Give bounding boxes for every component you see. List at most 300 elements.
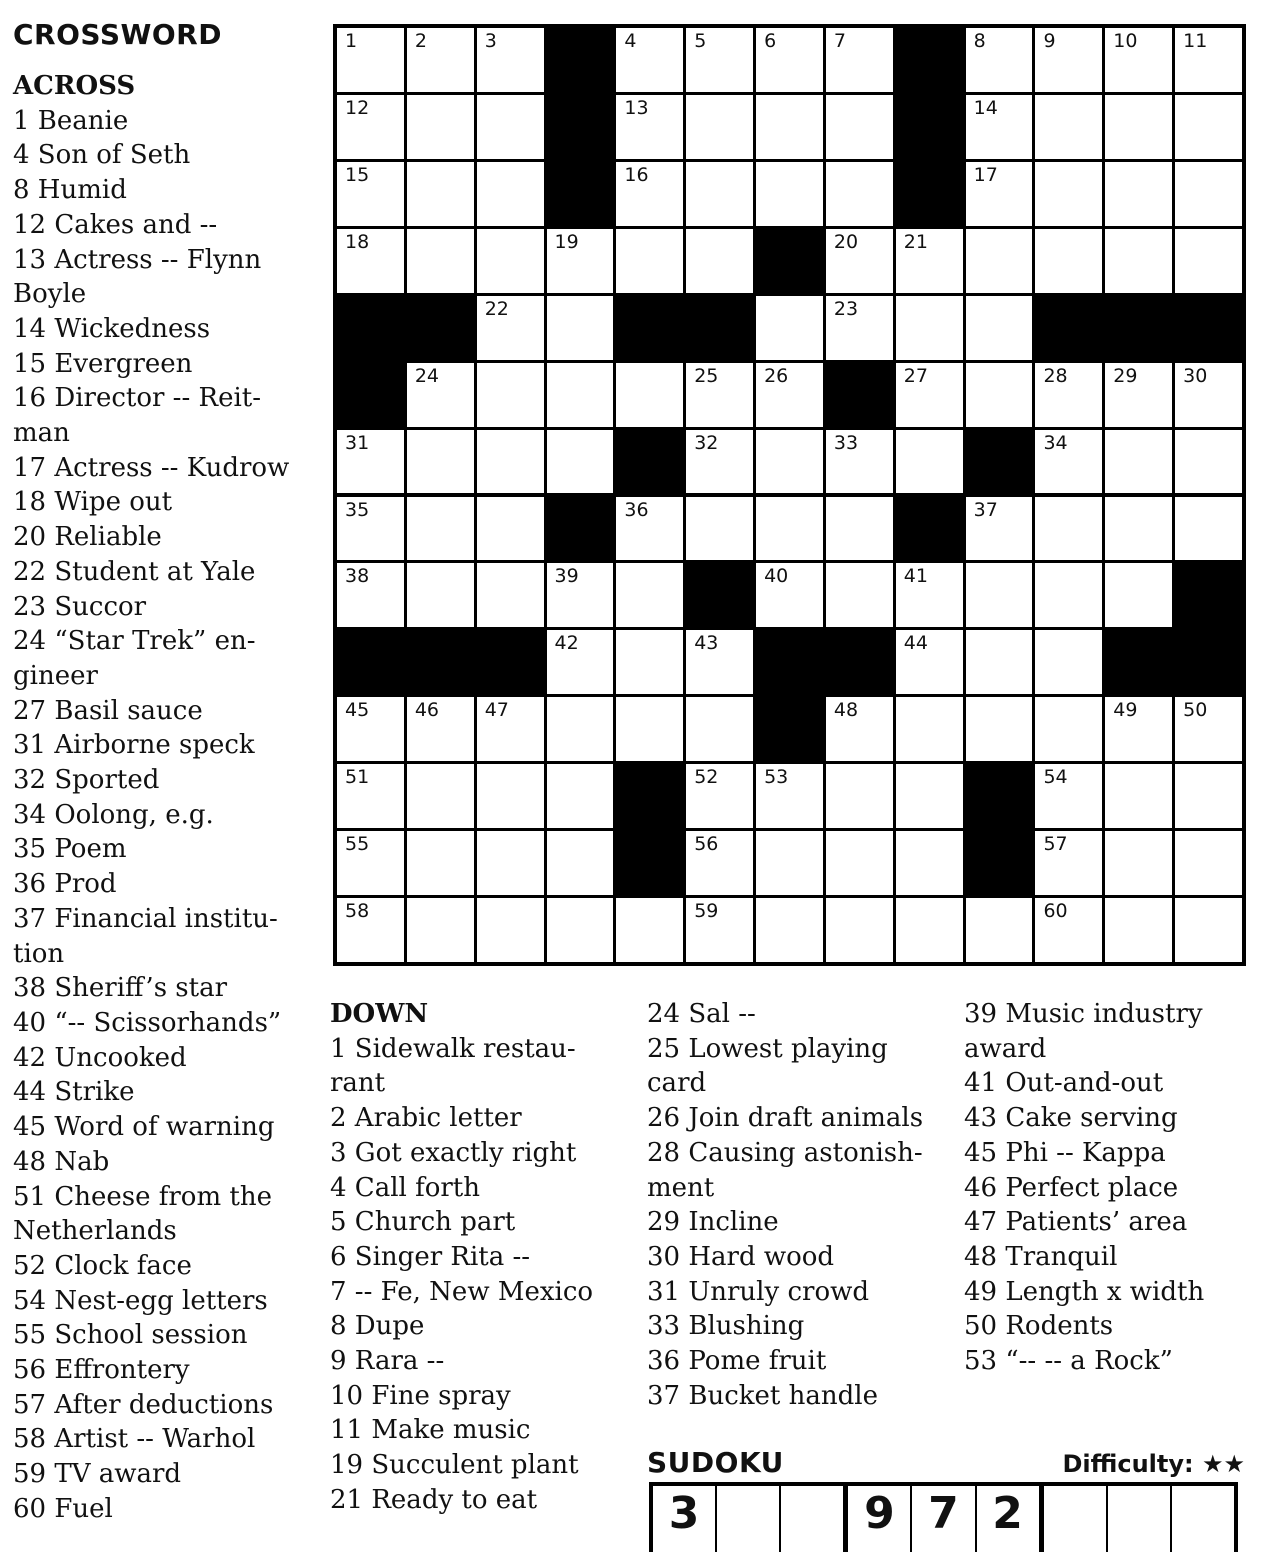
down-clue-list-1 xyxy=(330,1032,630,1518)
clue-number: 30 xyxy=(1183,364,1208,387)
clue-number: 12 xyxy=(345,96,370,119)
clue-line: award xyxy=(964,1033,1047,1064)
clue-number: 36 xyxy=(624,498,649,521)
clue-number: 13 xyxy=(624,96,649,119)
clue-line: 39 Music industry xyxy=(964,999,1203,1029)
grid-cell[interactable] xyxy=(407,363,474,427)
sudoku-cell[interactable] xyxy=(1172,1486,1234,1552)
clue-line: 8 Humid xyxy=(13,175,127,206)
grid-cell[interactable] xyxy=(686,497,753,561)
grid-cell[interactable] xyxy=(1175,697,1242,761)
grid-cell[interactable] xyxy=(1105,162,1172,226)
clue-line: 30 Hard wood xyxy=(647,1241,835,1272)
grid-cell[interactable] xyxy=(756,296,823,360)
grid-cell[interactable] xyxy=(826,563,893,627)
clue-number: 38 xyxy=(345,565,370,588)
clue-line: 56 Effrontery xyxy=(13,1355,190,1386)
clue-line: 24 Sal -- xyxy=(647,999,756,1029)
grid-cell[interactable] xyxy=(826,296,893,360)
grid-cell[interactable] xyxy=(966,162,1033,226)
sudoku-grid xyxy=(649,1482,1238,1552)
grid-cell[interactable] xyxy=(407,162,474,226)
grid-cell[interactable] xyxy=(1035,95,1102,159)
black-square xyxy=(407,296,477,363)
grid-cell[interactable] xyxy=(337,831,404,895)
grid-cell[interactable] xyxy=(1175,95,1242,159)
black-square xyxy=(896,28,966,95)
grid-cell[interactable] xyxy=(616,563,683,627)
clue-line: 48 Nab xyxy=(13,1146,110,1177)
clue-line: 38 Sheriff’s star xyxy=(13,973,228,1004)
sudoku-cell[interactable] xyxy=(1044,1486,1108,1552)
clue-line: rant xyxy=(330,1068,386,1099)
clue-line: 57 After deductions xyxy=(13,1389,274,1420)
black-square xyxy=(547,28,617,95)
clue-number: 44 xyxy=(903,632,928,655)
grid-cell[interactable] xyxy=(407,229,474,293)
grid-cell[interactable] xyxy=(1105,563,1172,627)
grid-cell[interactable] xyxy=(1035,363,1102,427)
black-square xyxy=(616,430,686,497)
clue-line: 46 Perfect place xyxy=(964,1172,1179,1203)
black-square xyxy=(547,95,617,162)
clue-line: 59 TV award xyxy=(13,1459,182,1490)
grid-cell[interactable] xyxy=(966,296,1033,360)
clue-line: 28 Causing astonish- xyxy=(647,1137,923,1168)
grid-cell[interactable] xyxy=(896,229,963,293)
black-square xyxy=(337,363,407,430)
grid-cell[interactable] xyxy=(896,563,963,627)
grid-cell[interactable] xyxy=(686,831,753,895)
grid-cell[interactable] xyxy=(547,898,614,962)
clue-number: 46 xyxy=(414,699,440,722)
down-clue-list-3 xyxy=(964,997,1264,1379)
grid-cell[interactable] xyxy=(896,363,963,427)
clue-line: 4 Call forth xyxy=(330,1172,480,1203)
clue-line: 37 Financial institu- xyxy=(13,903,278,934)
grid-cell[interactable] xyxy=(826,898,893,962)
grid-cell[interactable] xyxy=(896,831,963,895)
grid-cell[interactable] xyxy=(1035,497,1102,561)
clue-line: 14 Wickedness xyxy=(13,313,211,344)
grid-cell[interactable] xyxy=(1175,363,1242,427)
grid-cell[interactable] xyxy=(337,898,404,962)
black-square xyxy=(756,229,826,296)
clue-line: 11 Make music xyxy=(330,1415,531,1446)
clue-line: 41 Out-and-out xyxy=(964,1068,1164,1099)
grid-cell[interactable] xyxy=(756,764,823,828)
grid-cell[interactable] xyxy=(1035,630,1102,694)
grid-cell[interactable] xyxy=(547,764,614,828)
clue-number: 49 xyxy=(1113,699,1138,722)
grid-cell[interactable] xyxy=(1175,898,1242,962)
clue-line: 31 Airborne speck xyxy=(13,730,255,761)
grid-cell[interactable] xyxy=(407,563,474,627)
grid-cell[interactable] xyxy=(826,430,893,494)
clue-number: 60 xyxy=(1043,900,1068,923)
grid-cell[interactable] xyxy=(407,95,474,159)
clue-line: 25 Lowest playing xyxy=(647,1033,888,1064)
sudoku-cell[interactable] xyxy=(717,1486,781,1552)
clue-number: 2 xyxy=(414,30,427,52)
grid-cell[interactable] xyxy=(477,162,544,226)
clue-number: 51 xyxy=(345,766,370,789)
clue-line: 40 “-- Scissorhands” xyxy=(13,1007,282,1038)
clue-number: 4 xyxy=(624,30,637,52)
grid-cell[interactable] xyxy=(1105,95,1172,159)
grid-cell[interactable] xyxy=(477,95,544,159)
black-square xyxy=(966,764,1036,831)
clue-line: 3 Got exactly right xyxy=(330,1137,577,1168)
clue-number: 53 xyxy=(764,766,789,789)
grid-cell[interactable] xyxy=(686,28,753,92)
grid-cell[interactable] xyxy=(826,697,893,761)
grid-cell[interactable] xyxy=(1035,764,1102,828)
grid-cell[interactable] xyxy=(1105,28,1172,92)
clue-number: 47 xyxy=(484,699,509,722)
grid-cell[interactable] xyxy=(756,28,823,92)
crossword-grid xyxy=(333,24,1246,966)
across-clue-list xyxy=(13,104,313,1527)
grid-cell[interactable] xyxy=(826,95,893,159)
grid-cell[interactable] xyxy=(896,630,963,694)
difficulty-label: Difficulty: xyxy=(1062,1450,1194,1478)
clue-line: 21 Ready to eat xyxy=(330,1484,538,1515)
grid-cell[interactable] xyxy=(1175,764,1242,828)
clue-line: 13 Actress -- Flynn xyxy=(13,244,262,275)
grid-cell[interactable] xyxy=(896,764,963,828)
grid-cell[interactable] xyxy=(1105,229,1172,293)
clue-number: 21 xyxy=(903,230,928,253)
black-square xyxy=(686,296,756,363)
clue-line: Boyle xyxy=(13,279,87,310)
black-square xyxy=(1175,563,1245,630)
grid-cell[interactable] xyxy=(477,764,544,828)
black-square xyxy=(337,630,407,697)
clue-line: 53 “-- -- a Rock” xyxy=(964,1346,1173,1377)
grid-cell[interactable] xyxy=(966,898,1033,962)
grid-cell[interactable] xyxy=(1105,764,1172,828)
clue-line: 45 Word of warning xyxy=(13,1112,275,1143)
grid-cell[interactable] xyxy=(547,430,614,494)
sudoku-cell[interactable] xyxy=(1108,1486,1172,1552)
clue-number: 35 xyxy=(345,498,370,521)
clue-line: 54 Nest-egg letters xyxy=(13,1285,268,1316)
grid-cell[interactable] xyxy=(407,831,474,895)
grid-cell[interactable] xyxy=(1035,898,1102,962)
grid-cell[interactable] xyxy=(337,162,404,226)
grid-cell[interactable] xyxy=(337,563,404,627)
grid-cell[interactable] xyxy=(826,497,893,561)
clue-number: 9 xyxy=(1043,30,1056,52)
grid-cell[interactable] xyxy=(686,898,753,962)
clue-line: 37 Bucket handle xyxy=(647,1380,878,1411)
black-square xyxy=(407,630,477,697)
grid-cell[interactable] xyxy=(477,296,544,360)
grid-cell[interactable] xyxy=(966,697,1033,761)
clue-line: 44 Strike xyxy=(13,1077,135,1108)
clue-line: 58 Artist -- Warhol xyxy=(13,1424,256,1455)
grid-cell[interactable] xyxy=(826,831,893,895)
grid-cell[interactable] xyxy=(826,28,893,92)
clue-line: 22 Student at Yale xyxy=(13,556,256,587)
grid-cell[interactable] xyxy=(337,95,404,159)
grid-cell[interactable] xyxy=(686,162,753,226)
black-square xyxy=(756,630,826,697)
grid-cell[interactable] xyxy=(1175,497,1242,561)
grid-cell[interactable] xyxy=(826,162,893,226)
grid-cell[interactable] xyxy=(756,831,823,895)
clue-number: 31 xyxy=(345,431,370,454)
grid-cell[interactable] xyxy=(686,430,753,494)
grid-cell[interactable] xyxy=(477,831,544,895)
clue-number: 28 xyxy=(1043,364,1068,387)
clue-line: 31 Unruly crowd xyxy=(647,1276,869,1307)
clue-line: 48 Tranquil xyxy=(964,1241,1118,1272)
grid-cell[interactable] xyxy=(477,430,544,494)
clue-line: 49 Length x width xyxy=(964,1276,1205,1307)
down-clues-column-2 xyxy=(647,997,947,1413)
clue-line: 7 -- Fe, New Mexico xyxy=(330,1276,594,1307)
clue-number: 41 xyxy=(903,565,928,588)
black-square xyxy=(1175,296,1245,363)
black-square xyxy=(477,630,547,697)
grid-cell[interactable] xyxy=(477,363,544,427)
clue-number: 34 xyxy=(1043,431,1068,454)
grid-cell[interactable] xyxy=(547,229,614,293)
clue-number: 3 xyxy=(484,30,497,52)
down-clues-column-3 xyxy=(964,997,1264,1379)
clue-line: 16 Director -- Reit- xyxy=(13,383,262,414)
clue-number: 32 xyxy=(694,431,719,454)
black-square xyxy=(1035,296,1105,363)
clue-line: 43 Cake serving xyxy=(964,1103,1178,1134)
clue-line: 29 Incline xyxy=(647,1207,779,1238)
crossword-title: CROSSWORD xyxy=(13,18,222,51)
grid-cell[interactable] xyxy=(1035,563,1102,627)
clue-line: 12 Cakes and -- xyxy=(13,209,218,240)
clue-line: card xyxy=(647,1068,707,1099)
black-square xyxy=(547,497,617,564)
grid-cell[interactable] xyxy=(547,697,614,761)
black-square xyxy=(686,563,756,630)
grid-cell[interactable] xyxy=(477,898,544,962)
clue-number: 11 xyxy=(1183,30,1208,52)
grid-cell[interactable] xyxy=(477,229,544,293)
grid-cell[interactable] xyxy=(1175,162,1242,226)
grid-cell[interactable] xyxy=(616,162,683,226)
clue-number: 8 xyxy=(973,30,986,52)
grid-cell[interactable] xyxy=(616,28,683,92)
clue-line: 26 Join draft animals xyxy=(647,1103,924,1134)
clue-number: 16 xyxy=(624,163,649,186)
grid-cell[interactable] xyxy=(1035,430,1102,494)
grid-cell[interactable] xyxy=(407,28,474,92)
grid-cell[interactable] xyxy=(686,95,753,159)
grid-cell[interactable] xyxy=(756,497,823,561)
grid-cell[interactable] xyxy=(1105,831,1172,895)
grid-cell[interactable] xyxy=(616,697,683,761)
grid-cell[interactable] xyxy=(547,363,614,427)
grid-cell[interactable] xyxy=(1105,363,1172,427)
grid-cell[interactable] xyxy=(756,162,823,226)
clue-number: 58 xyxy=(345,900,370,923)
grid-cell[interactable] xyxy=(616,898,683,962)
clue-line: 20 Reliable xyxy=(13,522,162,553)
clue-line: 42 Uncooked xyxy=(13,1042,187,1073)
clue-number: 59 xyxy=(694,900,719,923)
clue-line: tion xyxy=(13,938,65,969)
clue-line: 45 Phi -- Kappa xyxy=(964,1137,1166,1168)
grid-cell[interactable] xyxy=(686,363,753,427)
grid-cell[interactable] xyxy=(1105,430,1172,494)
grid-cell[interactable] xyxy=(547,831,614,895)
black-square xyxy=(896,162,966,229)
grid-cell[interactable] xyxy=(966,95,1033,159)
grid-cell[interactable] xyxy=(1035,697,1102,761)
grid-cell[interactable] xyxy=(1175,28,1242,92)
clue-number: 39 xyxy=(554,565,579,588)
grid-cell[interactable] xyxy=(1035,831,1102,895)
clue-line: 36 Prod xyxy=(13,869,117,900)
grid-cell[interactable] xyxy=(826,229,893,293)
grid-cell[interactable] xyxy=(686,229,753,293)
grid-cell[interactable] xyxy=(1035,162,1102,226)
grid-cell[interactable] xyxy=(756,95,823,159)
grid-cell[interactable] xyxy=(337,229,404,293)
grid-cell[interactable] xyxy=(337,430,404,494)
grid-cell[interactable] xyxy=(407,497,474,561)
clue-line: 60 Fuel xyxy=(13,1493,113,1524)
clue-line: 27 Basil sauce xyxy=(13,695,203,726)
clue-line: 24 “Star Trek” en- xyxy=(13,626,256,657)
clue-line: 32 Sported xyxy=(13,765,160,796)
grid-cell[interactable] xyxy=(407,898,474,962)
grid-cell[interactable] xyxy=(966,28,1033,92)
sudoku-cell[interactable] xyxy=(781,1486,848,1552)
grid-cell[interactable] xyxy=(547,563,614,627)
clue-line: 55 School session xyxy=(13,1320,248,1351)
clue-number: 56 xyxy=(694,833,719,856)
grid-cell[interactable] xyxy=(337,497,404,561)
clue-line: 33 Blushing xyxy=(647,1311,805,1342)
sudoku-cell: 3 xyxy=(653,1486,717,1552)
clue-number: 48 xyxy=(833,699,859,722)
black-square xyxy=(826,363,896,430)
grid-cell[interactable] xyxy=(337,764,404,828)
clue-line: Netherlands xyxy=(13,1216,177,1247)
grid-cell[interactable] xyxy=(966,630,1033,694)
grid-cell[interactable] xyxy=(1175,831,1242,895)
clue-number: 7 xyxy=(833,30,847,52)
grid-cell[interactable] xyxy=(1175,229,1242,293)
clue-number: 42 xyxy=(554,632,579,655)
clue-line: 1 Beanie xyxy=(13,105,129,136)
black-square xyxy=(1175,630,1245,697)
clue-number: 22 xyxy=(484,297,509,320)
clue-number: 37 xyxy=(973,498,998,521)
across-heading: ACROSS xyxy=(13,71,136,101)
black-square xyxy=(896,497,966,564)
black-square xyxy=(1105,630,1175,697)
grid-cell[interactable] xyxy=(407,430,474,494)
clue-number: 26 xyxy=(764,364,789,387)
grid-cell[interactable] xyxy=(826,764,893,828)
grid-cell[interactable] xyxy=(966,563,1033,627)
grid-cell[interactable] xyxy=(477,28,544,92)
black-square xyxy=(337,296,407,363)
grid-cell[interactable] xyxy=(1105,497,1172,561)
clue-number: 17 xyxy=(973,163,998,186)
grid-cell[interactable] xyxy=(477,697,544,761)
black-square xyxy=(966,430,1036,497)
grid-cell[interactable] xyxy=(1175,430,1242,494)
grid-cell[interactable] xyxy=(686,630,753,694)
clue-line: man xyxy=(13,418,70,449)
clue-line: 52 Clock face xyxy=(13,1250,192,1281)
black-square xyxy=(826,630,896,697)
grid-cell[interactable] xyxy=(1105,898,1172,962)
grid-cell[interactable] xyxy=(966,363,1033,427)
clue-line: ment xyxy=(647,1172,715,1203)
grid-cell[interactable] xyxy=(896,898,963,962)
grid-cell[interactable] xyxy=(477,497,544,561)
black-square xyxy=(1105,296,1175,363)
grid-cell[interactable] xyxy=(337,28,404,92)
grid-cell[interactable] xyxy=(616,630,683,694)
grid-cell[interactable] xyxy=(756,430,823,494)
clue-number: 45 xyxy=(345,699,370,722)
grid-cell[interactable] xyxy=(896,430,963,494)
grid-cell[interactable] xyxy=(686,764,753,828)
grid-cell[interactable] xyxy=(1035,28,1102,92)
clue-line: 23 Succor xyxy=(13,591,147,622)
grid-cell[interactable] xyxy=(616,497,683,561)
grid-cell[interactable] xyxy=(547,630,614,694)
clue-number: 50 xyxy=(1183,699,1208,722)
grid-cell[interactable] xyxy=(616,95,683,159)
clue-line: 35 Poem xyxy=(13,834,127,865)
clue-number: 33 xyxy=(833,431,859,454)
down-heading: DOWN xyxy=(330,999,429,1029)
grid-cell[interactable] xyxy=(756,363,823,427)
grid-cell[interactable] xyxy=(896,697,963,761)
grid-cell[interactable] xyxy=(407,697,474,761)
black-square xyxy=(547,162,617,229)
sudoku-cell: 7 xyxy=(912,1486,976,1552)
grid-cell[interactable] xyxy=(756,898,823,962)
grid-cell[interactable] xyxy=(616,363,683,427)
clue-line: 8 Dupe xyxy=(330,1311,425,1342)
grid-cell[interactable] xyxy=(407,764,474,828)
grid-cell[interactable] xyxy=(616,229,683,293)
grid-cell[interactable] xyxy=(896,296,963,360)
clue-number: 1 xyxy=(345,30,358,52)
grid-cell[interactable] xyxy=(966,229,1033,293)
grid-cell[interactable] xyxy=(686,697,753,761)
grid-cell[interactable] xyxy=(337,697,404,761)
grid-cell[interactable] xyxy=(966,497,1033,561)
grid-cell[interactable] xyxy=(477,563,544,627)
clue-line: 50 Rodents xyxy=(964,1311,1114,1342)
clue-line: 5 Church part xyxy=(330,1207,516,1238)
clue-line: 51 Cheese from the xyxy=(13,1181,272,1212)
grid-cell[interactable] xyxy=(547,296,614,360)
grid-cell[interactable] xyxy=(1105,697,1172,761)
grid-cell[interactable] xyxy=(756,563,823,627)
grid-cell[interactable] xyxy=(1035,229,1102,293)
sudoku-title: SUDOKU xyxy=(647,1446,784,1479)
